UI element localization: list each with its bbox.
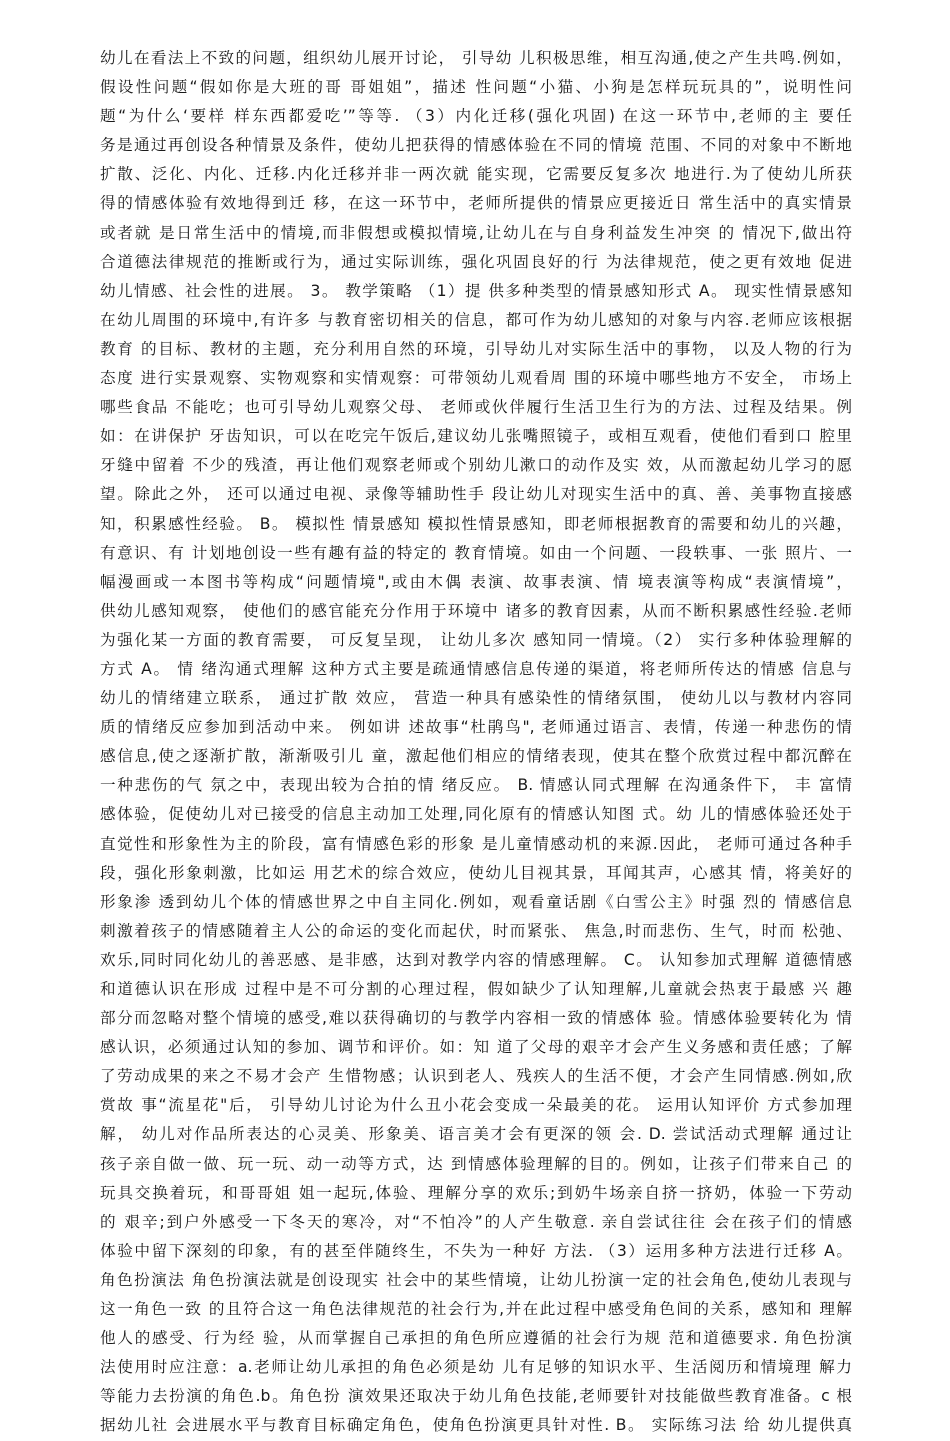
text-line: 务是通过再创设各种情景及条件，使幼儿把获得的情感体验在不同的情境 范围、不同的对象中不断地 [100,136,852,155]
text-line: 幼儿在看法上不致的问题，组织幼儿展开讨论， 引导幼 儿积极思维，相互沟通,使之产生共鸣.例如， [100,49,852,67]
text-line: 感体验，促使幼儿对已接受的信息主动加工处理,同化原有的情感认知图 式。幼 儿的情感体验还处于 [100,805,852,824]
text-line: 有意识、有 计划地创设一些有趣有益的特定的 教育情境。如由一个问题、一段轶事、一张 照片、一 [100,543,852,562]
text-line: 供幼儿感知观察， 使他们的感官能充分作用于环境中 诸多的教育因素，从而不断积累感性经验.老师 [100,601,852,620]
text-line: 态度 进行实景观察、实物观察和实情观察：可带领幼儿观看周 围的环境中哪些地方不安全， 市场上 [100,369,852,388]
text-line: 解， 幼儿对作品所表达的心灵美、形象美、语言美才会有更深的领 会. D. 尝试活动式理解 通过让 [100,1125,852,1144]
text-line: 等能力去扮演的角色.b。角色扮 演效果还取决于幼儿角色技能,老师要针对技能做些教育准备。c 根 [100,1387,852,1406]
text-line: 刺激着孩子的情感随着主人公的命运的变化而起伏，时而紧张、 焦急,时而悲伤、生气，时而 松弛、 [100,921,852,940]
text-line: 的 艰辛;到户外感受一下冬天的寒冷，对“不怕冷”的人产生敬意. 亲自尝试往往 会在孩子们的情感 [100,1212,852,1231]
text-line: 题“为什么‘要样 样东西都爱吃’”等等. （3）内化迁移(强化巩固) 在这一环节中,老师的主 要任 [100,107,852,126]
text-line: 幼儿情感、社会性的进展。 3。 教学策略 （1）提 供多种类型的情景感知形式 A。 现实性情景感知 [100,281,852,300]
text-line: 角色扮演法 角色扮演法就是创设现实 社会中的某些情境，让幼儿扮演一定的社会角色,使幼儿表现与 [100,1270,852,1289]
text-line: 在幼儿周围的环境中,有许多 与教育密切相关的信息，都可作为幼儿感知的对象与内容.老师应该根据 [100,310,852,329]
document-page [100,44,852,1441]
text-line: 假设性问题“假如你是大班的哥 哥姐姐”，描述 性问题“小猫、小狗是怎样玩玩具的”，说明性问 [100,78,852,97]
text-line: 他人的感受、行为经 验，从而掌握自己承担的角色所应遵循的社会行为规 范和道德要求. 角色扮演 [100,1329,852,1348]
text-line: 形象渗 透到幼儿个体的情感世界之中自主同化.例如，观看童话剧《白雪公主》时强 烈的 情感信息 [100,892,852,911]
text-line: 直觉性和形象性为主的阶段，富有情感色彩的形象 是儿童情感动机的来源.因此， 老师可通过各种手 [100,834,852,853]
text-line: 了劳动成果的来之不易才会产 生惜物感；认识到老人、残疾人的生活不便，才会产生同情感.例如,欣 [100,1067,852,1086]
text-line: 部分而忽略对整个情境的感受,难以获得确切的与教学内容相一致的情感体 验。情感体验要转化为 情 [100,1009,852,1028]
text-line: 知，积累感性经验。 B。 模拟性 情景感知 模拟性情景感知，即老师根据教育的需要和幼儿的兴趣， [100,514,852,533]
text-line: 感认识，必须通过认知的参加、调节和评价。如：知 道了父母的艰辛才会产生义务感和责任感；了解 [100,1038,852,1057]
text-line: 欢乐,同时同化幼儿的善恶感、是非感，达到对教学内容的情感理解。 C。 认知参加式理解 道德情感 [100,950,852,969]
text-line: 玩具交换着玩，和哥哥姐 姐一起玩,体验、理解分享的欢乐;到奶牛场亲自挤一挤奶，体验一下劳动 [100,1183,852,1202]
text-line: 合道德法律规范的推断或行为，通过实际训练，强化巩固良好的行 为法律规范，使之更有效地 促进 [100,252,852,271]
text-line: 这一角色一致 的且符合这一角色法律规范的社会行为,并在此过程中感受角色间的关系，感知和 理解 [100,1300,852,1319]
text-line: 幼儿的情绪建立联系， 通过扩散 效应， 营造一种具有感染性的情绪氛围， 使幼儿以与教材内容同 [100,689,852,708]
text-line: 感信息,使之逐渐扩散，渐渐吸引儿 童，激起他们相应的情绪表现，使其在整个欣赏过程中都沉醉在 [100,747,852,766]
text-line: 孩子亲自做一做、玩一玩、动一动等方式，达 到情感体验理解的目的。例如，让孩子们带来自己 的 [100,1154,852,1173]
text-line: 教育 的目标、教材的主题，充分利用自然的环境，引导幼儿对实际生活中的事物， 以及人物的行为 [100,339,852,358]
text-line: 质的情绪反应参加到活动中来。 例如讲 述故事“杜鹃鸟", 老师通过语言、表情，传递一种悲伤的情 [100,718,852,737]
text-line: 望。除此之外， 还可以通过电视、录像等辅助性手 段让幼儿对现实生活中的真、善、美事物直接感 [100,485,852,504]
text-line: 赏故 事“流星花"后， 引导幼儿讨论为什么丑小花会变成一朵最美的花。 运用认知评价 方式参加理 [100,1096,852,1115]
text-line: 段，强化形象刺激，比如运 用艺术的综合效应，使幼儿目视其景，耳闻其声，心感其 情，将美好的 [100,863,852,882]
text-line: 哪些食品 不能吃；也可引导幼儿观察父母、 老师或伙伴履行生活卫生行为的方法、过程及结果。例 [100,398,852,417]
text-line: 一种悲伤的气 氛之中，表现出较为合拍的情 绪反应。 B. 情感认同式理解 在沟通条件下， 丰 富情 [100,776,852,795]
text-line: 和道德认识在形成 过程中是不可分割的心理过程，假如缺少了认知理解,儿童就会热衷于最感 兴 趣 [100,980,852,998]
text-line: 得的情感体验有效地得到迁 移，在这一环节中，老师所提供的情景应更接近日 常生活中的真实情景 [100,194,852,213]
text-line: 幅漫画或一本图书等构成“问题情境",或由木偶 表演、故事表演、情 境表演等构成“表演情境”， [100,572,852,591]
text-line: 体验中留下深刻的印象，有的甚至伴随终生，不失为一种好 方法. （3）运用多种方法进行迁移 A。 [100,1241,852,1260]
text-line: 如：在讲保护 牙齿知识，可以在吃完午饭后,建议幼儿张嘴照镜子，或相互观看，使他们看到口 腔里 [100,427,852,446]
text-line: 扩散、泛化、内化、迁移.内化迁移并非一两次就 能实现，它需要反复多次 地进行.为了使幼儿所获 [100,165,852,184]
text-line: 牙缝中留着 不少的残渣，再让他们观察老师或个别幼儿漱口的动作及实 效，从而激起幼儿学习的愿 [100,456,852,475]
text-line: 为强化某一方面的教育需要， 可反复呈现， 让幼儿多次 感知同一情境。（2） 实行多种体验理解的 [100,630,852,649]
text-line: 据幼儿社 会进展水平与教育目标确定角色，使角色扮演更具针对性. B。 实际练习法 给 幼儿提供真 [100,1416,852,1435]
text-line: 方式 A。 情 绪沟通式理解 这种方式主要是疏通情感信息传递的渠道，将老师所传达的情感 信息与 [100,659,852,678]
text-line: 法使用时应注意：a.老师让幼儿承担的角色必须是幼 儿有足够的知识水平、生活阅历和情境理 解力 [100,1358,852,1377]
text-line: 或者就 是日常生活中的情境,而非假想或模拟情境,让幼儿在与自身利益发生冲突 的 情况下,做出符 [100,223,852,242]
